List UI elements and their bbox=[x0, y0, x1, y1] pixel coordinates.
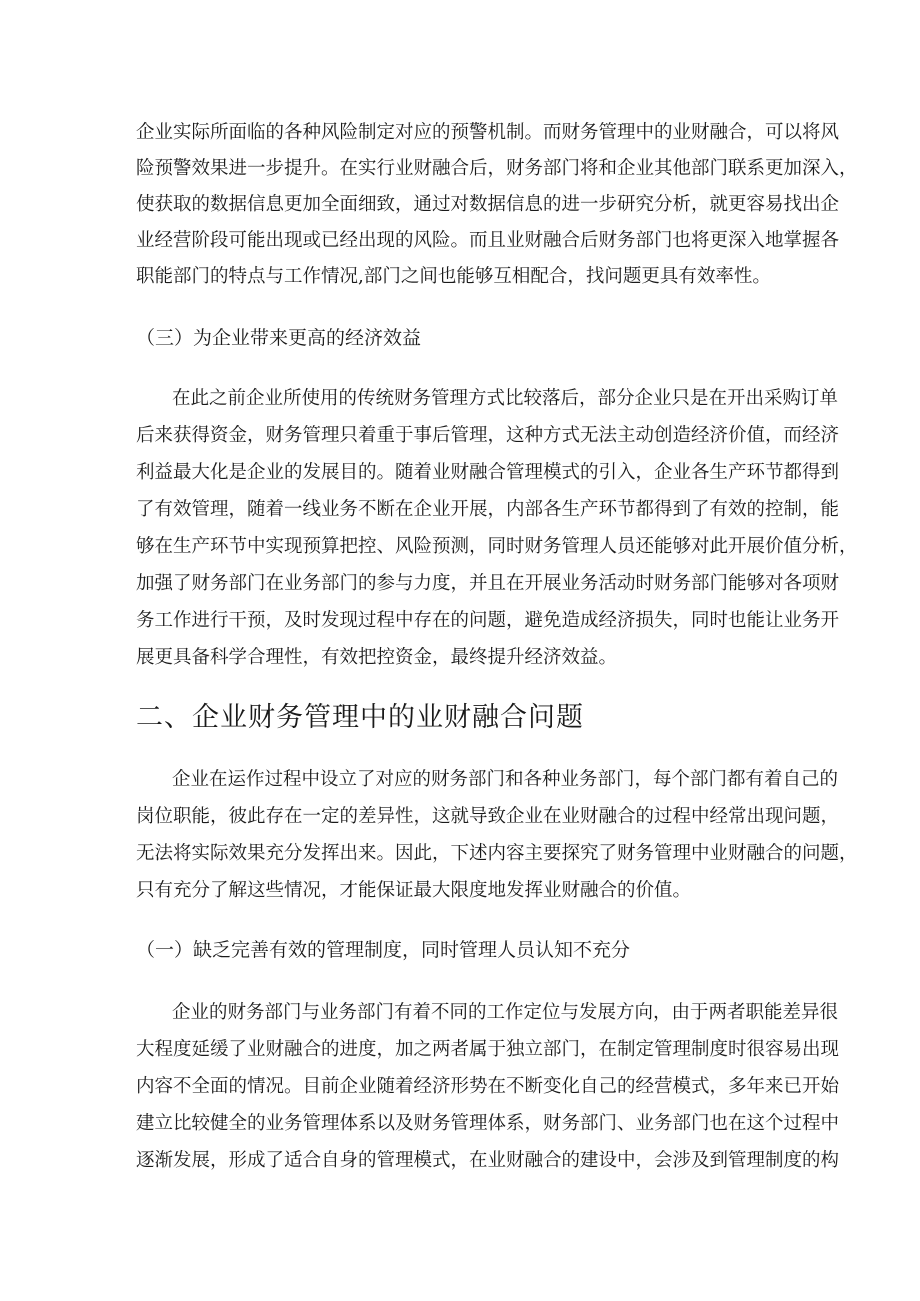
para4-line-1: 企业的财务部门与业务部门有着不同的工作定位与发展方向，由于两者职能差异很 bbox=[172, 1002, 839, 1023]
para4-line-4: 建立比较健全的业务管理体系以及财务管理体系，财务部门、业务部门也在这个过程中 bbox=[136, 1113, 840, 1134]
para2-line-5: 够在生产环节中实现预算把控、风险预测，同时财务管理人员还能够对此开展价值分析， bbox=[136, 536, 858, 557]
section-heading-2: 二、企业财务管理中的业财融合问题 bbox=[136, 702, 584, 733]
para2-line-7: 务工作进行干预，及时发现过程中存在的问题，避免造成经济损失，同时也能让业务开 bbox=[136, 610, 840, 631]
para1-line-2: 险预警效果进一步提升。在实行业财融合后，财务部门将和企业其他部门联系更加深入， bbox=[136, 158, 858, 179]
section-subheading-3: （三）为企业带来更高的经济效益 bbox=[136, 327, 422, 349]
para4-line-2: 大程度延缓了业财融合的进度，加之两者属于独立部门，在制定管理制度时很容易出现 bbox=[136, 1039, 840, 1060]
para2-line-2: 后来获得资金，财务管理只着重于事后管理，这种方式无法主动创造经济价值，而经济 bbox=[136, 425, 840, 446]
para1-line-5: 职能部门的特点与工作情况,部门之间也能够互相配合，找问题更具有效率性。 bbox=[136, 266, 771, 287]
para4-line-3: 内容不全面的情况。目前企业随着经济形势在不断变化自己的经营模式，多年来已开始 bbox=[136, 1076, 840, 1097]
para2-line-1: 在此之前企业所使用的传统财务管理方式比较落后，部分企业只是在开出采购订单 bbox=[172, 388, 839, 409]
para2-line-6: 加强了财务部门在业务部门的参与力度，并且在开展业务活动时财务部门能够对各项财 bbox=[136, 573, 840, 594]
para1-line-1: 企业实际所面临的各种风险制定对应的预警机制。而财务管理中的业财融合，可以将风 bbox=[136, 122, 840, 143]
section-subheading-1: （一）缺乏完善有效的管理制度，同时管理人员认知不充分 bbox=[136, 939, 631, 961]
para3-line-3: 无法将实际效果充分发挥出来。因此，下述内容主要探究了财务管理中业财融合的问题， bbox=[136, 843, 858, 864]
para2-line-4: 了有效管理，随着一线业务不断在企业开展，内部各生产环节都得到了有效的控制，能 bbox=[136, 499, 840, 520]
para3-line-1: 企业在运作过程中设立了对应的财务部门和各种业务部门，每个部门都有着自己的 bbox=[172, 769, 839, 790]
para2-line-8: 展更具备科学合理性，有效把控资金，最终提升经济效益。 bbox=[136, 647, 618, 668]
para3-line-4: 只有充分了解这些情况，才能保证最大限度地发挥业财融合的价值。 bbox=[136, 880, 692, 901]
para4-line-5: 逐渐发展，形成了适合自身的管理模式，在业财融合的建设中，会涉及到管理制度的构 bbox=[136, 1150, 840, 1171]
para1-line-4: 业经营阶段可能出现或已经出现的风险。而且业财融合后财务部门也将更深入地掌握各 bbox=[136, 230, 840, 251]
para3-line-2: 岗位职能，彼此存在一定的差异性，这就导致企业在业财融合的过程中经常出现问题， bbox=[136, 806, 840, 827]
para2-line-3: 利益最大化是企业的发展目的。随着业财融合管理模式的引入，企业各生产环节都得到 bbox=[136, 462, 840, 483]
para1-line-3: 使获取的数据信息更加全面细致，通过对数据信息的进一步研究分析，就更容易找出企 bbox=[136, 194, 840, 215]
